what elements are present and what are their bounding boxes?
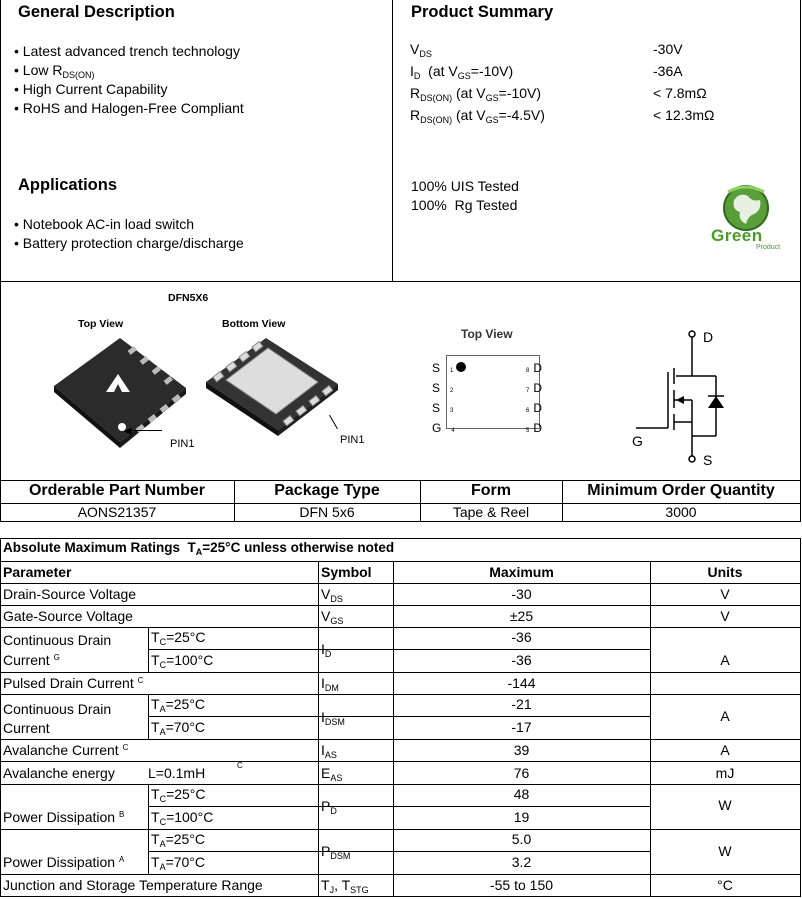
- bullet-current: • High Current Capability: [14, 81, 168, 97]
- applications-list: [14, 215, 244, 253]
- pin1-label-top: PIN1: [170, 438, 195, 450]
- pin-right: 8 D: [526, 361, 543, 375]
- rg-tested: 100% Rg Tested: [411, 197, 518, 213]
- bottom-view-label: Bottom View: [222, 318, 286, 330]
- eas-note: C: [237, 761, 243, 770]
- cond-tc25: $T_C=25^\circ C$: [151, 629, 206, 647]
- product-word: Product: [756, 244, 781, 251]
- param-vds: Drain-Source Voltage: [3, 586, 137, 602]
- ratings-title: Absolute Maximum Ratings $T_A=25^\circ C$ unless otherwise noted: [3, 540, 395, 557]
- max-ias: 39: [513, 742, 530, 758]
- applications-title: Applications: [18, 176, 118, 194]
- summary-row: $R_{DS(ON)}$ (at $V_{GS}=-10V$) < 7.8mΩ: [410, 85, 707, 103]
- unit-vds: V: [720, 586, 730, 602]
- summary-row: $R_{DS(ON)}$ (at $V_{GS}=-4.5V$) < 12.3mΩ: [410, 107, 715, 125]
- p-mosfet-symbol-icon: [620, 328, 740, 473]
- order-header-moq: Minimum Order Quantity: [587, 482, 775, 499]
- product-summary-table: [410, 40, 790, 128]
- max-vds: -30: [511, 586, 532, 602]
- pin-right: 7 D: [526, 381, 543, 395]
- max-pd-tc100: 19: [513, 809, 530, 825]
- pin1-label-bottom: PIN1: [340, 434, 365, 446]
- header-units: Units: [707, 564, 743, 580]
- pin-diagram-title: Top View: [461, 327, 513, 341]
- bullet-trench: • Latest advanced trench technology: [14, 43, 240, 59]
- summary-row: $V_{DS}$ -30V: [410, 41, 683, 59]
- param-idsm-line1: Continuous Drain: [3, 701, 112, 717]
- cond-pd-tc100: $T_C=100^\circ C$: [151, 809, 214, 827]
- arrow-left-icon: ◀: [124, 426, 132, 437]
- symbol-vds: $V_{DS}$: [321, 586, 343, 604]
- drain-label: D: [703, 329, 714, 345]
- cond-pdsm-ta25: $T_A=25^\circ C$: [151, 831, 206, 849]
- pin-left: S 1: [432, 361, 454, 375]
- pin-right: 5 D: [526, 421, 543, 435]
- pin1-dot: [456, 362, 466, 372]
- unit-eas: mJ: [715, 765, 735, 781]
- test-notes: [411, 177, 519, 215]
- param-vgs: Gate-Source Voltage: [3, 608, 133, 624]
- max-pd-tc25: 48: [513, 786, 530, 802]
- symbol-eas: $E_{AS}$: [321, 765, 343, 783]
- order-header-part: Orderable Part Number: [28, 482, 206, 499]
- symbol-pdsm: $P_{DSM}$: [321, 843, 351, 861]
- symbol-vgs: $V_{GS}$: [321, 608, 344, 626]
- cond-ta25: $T_A=25^\circ C$: [151, 696, 206, 714]
- symbol-pd: $P_D$: [321, 798, 337, 816]
- green-word: Green: [711, 226, 763, 245]
- param-pdsm: Power Dissipation $^A$: [3, 854, 125, 870]
- order-quantity: 3000: [665, 504, 697, 520]
- app-item: • Notebook AC-in load switch: [14, 216, 194, 232]
- unit-pdsm: W: [718, 843, 732, 859]
- pins-right: [526, 360, 542, 440]
- param-idm: Pulsed Drain Current $^C$: [3, 675, 144, 691]
- general-bullet-list: [14, 42, 244, 118]
- unit-idsm: A: [720, 708, 730, 724]
- cond-ta70: $T_A=70^\circ C$: [151, 719, 206, 737]
- param-idsm-line2: Current: [3, 720, 50, 736]
- param-pd: Power Dissipation $^B$: [3, 809, 125, 825]
- header-symbol: Symbol: [321, 564, 372, 580]
- symbol-idm: $I_{DM}$: [321, 675, 339, 693]
- pins-left: [432, 360, 455, 440]
- unit-id: A: [720, 652, 730, 668]
- cond-pd-tc25: $T_C=25^\circ C$: [151, 786, 206, 804]
- param-eas: Avalanche energy: [3, 765, 115, 781]
- param-tj: Junction and Storage Temperature Range: [3, 877, 263, 893]
- summary-row: $I_D$ (at $V_{GS}=-10V$) -36A: [410, 63, 683, 81]
- max-eas: 76: [513, 765, 530, 781]
- header-maximum: Maximum: [489, 564, 554, 580]
- uis-tested: 100% UIS Tested: [411, 178, 519, 194]
- max-idsm-ta70: -17: [511, 719, 532, 735]
- pin-left: S 2: [432, 381, 454, 395]
- max-vgs: ±25: [509, 608, 534, 624]
- symbol-id: $I_D$: [321, 641, 332, 659]
- param-id-line1: Continuous Drain: [3, 632, 112, 648]
- max-pdsm-ta25: 5.0: [511, 831, 532, 847]
- header-parameter: Parameter: [3, 564, 72, 580]
- max-pdsm-ta70: 3.2: [511, 854, 532, 870]
- cond-eas: L=0.1mH: [148, 765, 206, 781]
- order-part-number: AONS21357: [77, 504, 157, 520]
- param-ias: Avalanche Current $^C$: [3, 742, 129, 758]
- pin-right: 6 D: [526, 401, 543, 415]
- max-id-tc100: -36: [511, 652, 532, 668]
- pin-left: G 4: [432, 421, 455, 435]
- max-id-tc25: -36: [511, 629, 532, 645]
- pin1-arrow-top: [128, 430, 162, 431]
- unit-tj: °C: [717, 877, 733, 893]
- unit-vgs: V: [720, 608, 730, 624]
- product-summary-title: Product Summary: [411, 3, 554, 21]
- source-label: S: [703, 452, 713, 468]
- package-name: DFN5X6: [168, 292, 209, 304]
- unit-ias: A: [720, 742, 730, 758]
- max-tj: -55 to 150: [489, 877, 554, 893]
- cond-pdsm-ta70: $T_A=70^\circ C$: [151, 854, 206, 872]
- order-form: Tape & Reel: [452, 504, 530, 520]
- order-header-package: Package Type: [274, 482, 380, 499]
- general-description-title: General Description: [18, 3, 175, 21]
- cond-tc100: $T_C=100^\circ C$: [151, 652, 214, 670]
- unit-pd: W: [718, 797, 732, 813]
- top-view-label: Top View: [78, 318, 124, 330]
- pin-left: S 3: [432, 401, 454, 415]
- gate-label: G: [632, 433, 643, 449]
- symbol-idsm: $I_{DSM}$: [321, 709, 345, 727]
- max-idsm-ta25: -21: [511, 696, 532, 712]
- bullet-low-rds: • Low $R_{DS(ON)}$: [14, 62, 95, 80]
- bullet-rohs: • RoHS and Halogen-Free Compliant: [14, 100, 244, 116]
- max-idm: -144: [507, 675, 536, 691]
- symbol-ias: $I_{AS}$: [321, 742, 337, 760]
- green-product-logo: [710, 182, 782, 254]
- app-item: • Battery protection charge/discharge: [14, 235, 244, 251]
- symbol-tj: $T_J$, $T_{STG}$: [321, 877, 369, 895]
- param-id-line2: Current $^G$: [3, 652, 60, 668]
- order-header-form: Form: [471, 482, 511, 499]
- order-package-type: DFN 5x6: [299, 504, 355, 520]
